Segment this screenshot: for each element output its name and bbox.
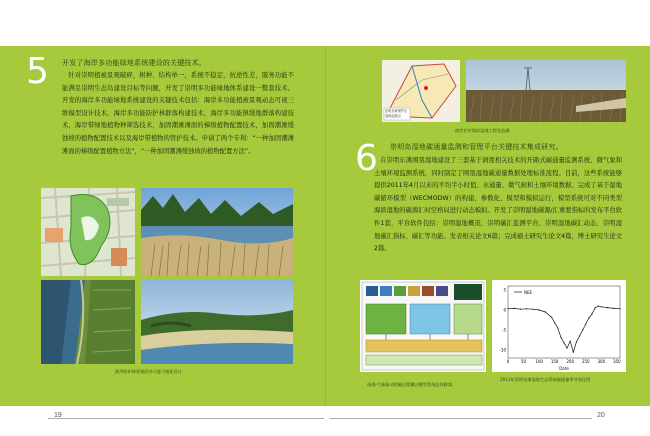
section-5-paragraph: 针对崇明植被景观破碎，树种、结构单一，系统不稳定，抗逆性差，服务功能不能满足崇明生态岛建设目标等问题，开发了崇明多功能绿地体系建设一整套技术。开发的海岸多功能绿地系统建设的关键技术包括：海岸多功能植被景观动态可视三维模型设计技术，海岸多功能防护林群落构建技术，海岸多功能镇缓地群落构建技术，海岸带绿地植物种筛选技术，加固潮滩滩面的梯级植物配置技术，加固潮滩缓蚀坡的植物配置技术以及海岸带植物的管护技术。申请了两个专利：“一种加固潮滩滩面的梯级配置植物方法”，“一种加固潮滩缓蚀坡的植物配置方法”。 (62, 72, 294, 155)
flux-data-point (526, 308, 527, 309)
flux-data-point (598, 305, 599, 306)
map-legend-line-1: 崇明东滩保护区 (385, 109, 408, 113)
flux-data-point (613, 308, 614, 309)
flux-data-point (579, 335, 580, 336)
reed-marsh-render-image (141, 188, 293, 276)
flux-data-point (557, 327, 558, 328)
monitoring-tower-photo (466, 60, 626, 122)
y-tick-label: 5 (503, 287, 506, 293)
page-gutter (325, 46, 326, 406)
x-tick-label: 300 (597, 359, 606, 364)
section-5-heading: 开发了海岸多功能绿地系统建设的关键技术。 (62, 59, 206, 67)
flux-data-point (563, 342, 564, 343)
flux-data-point (532, 309, 533, 310)
left-page-number: 19 (54, 412, 62, 419)
flux-chart-caption: 2012年崇明东滩湿地生态系统碳通量季节变化图 (500, 377, 591, 382)
flux-data-point (582, 329, 583, 330)
y-tick-label: -10 (499, 347, 506, 353)
section-number-5: 5 (26, 51, 49, 92)
section-6-paragraph: 在崇明东滩围垦湿地建设了三套基于涡度相关技术的开路式碳通量监测系统、微气象和土壤环境监测系统，同时制定了围垦湿地碳通量数据处理标准流程。目前，这些系统能够提供2011年4月以来的平均半小时值、水通量、微气候和土壤环境数据。完成了基于湿地碳循环模型（WECMODW）的构建、参数化、模型和模拟运行，模型系统可对不同类型海滨湿地的碳源汇时空格局进行动态模拟。开发了崇明湿地碳源/汇重要指标的发布平台软件1套，平台软件包括：崇明湿地概况、崇明碳汇监测平台、崇明湿地碳汇动态、崇明湿地碳汇指标、碳汇等功能。发表相关论文6篇；完成硕士研究生论文4篇，博士研究生论文2篇。 (374, 157, 622, 253)
carbon-flux-chart (492, 280, 626, 372)
flux-data-point (554, 322, 555, 323)
x-tick-label: 200 (566, 359, 575, 364)
landscape-plan-image (41, 188, 135, 276)
flux-data-point (595, 307, 596, 308)
flux-data-point (573, 351, 574, 352)
left-footer-rule (48, 418, 324, 419)
map-legend-line-2: 湿地监测点 (385, 113, 401, 118)
flux-data-point (601, 306, 602, 307)
wetland-map-image (382, 60, 460, 122)
x-tick-label: 50 (521, 359, 527, 364)
x-tick-label: 100 (535, 359, 543, 364)
flux-data-point (507, 308, 508, 309)
section-6-heading: 崇明岛湿地碳通量监测和管理平台关键技术集成研究。 (390, 143, 563, 151)
x-tick-label: 0 (506, 359, 510, 364)
chart-x-axis-label: Date (559, 366, 569, 371)
x-tick-label: 350 (613, 359, 621, 364)
flux-data-point (576, 341, 577, 342)
left-photo-caption: 滨岸防护林景观的多尺度可视化设计 (115, 369, 183, 374)
flux-data-point (567, 347, 568, 348)
flux-data-point (539, 309, 540, 310)
flux-data-point (619, 308, 620, 309)
flux-data-point (570, 341, 571, 342)
flux-data-point (585, 323, 586, 324)
flux-data-point (591, 313, 592, 314)
x-tick-label: 150 (550, 359, 559, 364)
flux-data-point (551, 317, 552, 318)
bottom-margin (0, 406, 650, 436)
flux-data-point (545, 311, 546, 312)
flux-data-point (560, 337, 561, 338)
right-top-caption: 南岸护岸海滨湿地工程及监测 (455, 128, 510, 133)
right-page-number: 20 (597, 412, 605, 419)
forest-lake-render-image (141, 280, 293, 364)
flux-data-point (514, 308, 515, 309)
top-margin (0, 0, 650, 46)
legend-series-name: NEE (524, 290, 533, 295)
coastal-aerial-image (41, 280, 135, 364)
right-footer-rule (330, 418, 592, 419)
flux-data-point (607, 307, 608, 308)
x-tick-label: 250 (581, 359, 590, 364)
model-framework-diagram (360, 280, 486, 372)
framework-caption: 遥感-气象驱动的碳过程耦合模型系统总体框架 (367, 382, 453, 387)
section-number-6: 6 (355, 138, 378, 179)
flux-data-point (520, 309, 521, 310)
carbon-flux-chart-svg (492, 280, 626, 372)
y-tick-label: -5 (502, 327, 506, 333)
y-tick-label: 0 (503, 307, 506, 313)
flux-data-point (588, 317, 589, 318)
